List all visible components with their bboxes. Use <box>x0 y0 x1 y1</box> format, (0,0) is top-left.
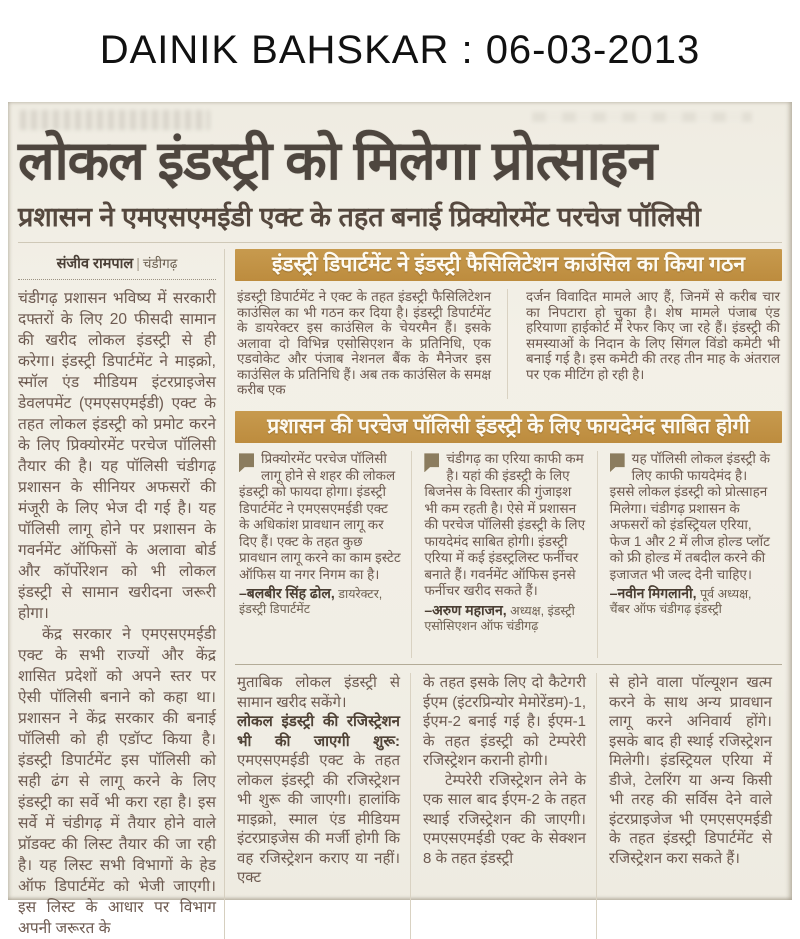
section1-column-1: इंडस्ट्री डिपार्टमेंट ने एक्ट के तहत इंडस्ट्री फैसिलिटेशन काउंसिल का भी गठन कर दिया है। इंडस्ट्री डिपार्टमेंट के डायरेक्टर इस काउंसिल के चेयरमैन हैं। इसके अलावा दो विभिन्न एसोसिएशन के प्रतिनिधि, एक एडवोकेट और पंजाब नेशनल बैंक के मैनेजर इस काउंसिल के प्रतिनिधि हैं। अब तक काउंसिल के समक्ष करीब एक <box>237 289 508 399</box>
section1-header: इंडस्ट्री डिपार्टमेंट ने इंडस्ट्री फैसिलिटेशन काउंसिल का किया गठन <box>235 249 782 281</box>
article-paragraph: के तहत इसके लिए दो कैटेगरी ईएम (इंटरप्रिन्योर मेमोरेंडम)-1, ईएम-2 बनाई गई है। ईएम-1 के तहत इंडस्ट्री को टेम्परेरी रजिस्ट्रेशन करानी होगी। <box>423 674 586 770</box>
subheadline: प्रशासन ने एमएसएमईडी एक्ट के तहत बनाई प्रिक्योरमेंट परचेज पॉलिसी <box>18 197 782 243</box>
quote-author-role: डायरेक्टर, इंडस्ट्री डिपार्टमेंट <box>239 587 383 617</box>
quote-text: चंडीगढ़ का एरिया काफी कम है। यहां की इंडस्ट्री के लिए बिजनेस के विस्तार की गुंजाइश भी कम रहती है। ऐसे में प्रशासन की परचेज पॉलिसी इंडस्ट्री के लिए फायदेमंद साबित होगी। इंडस्ट्री एरिया में कई इंडस्ट्रलिस्ट फर्नीचर बनाते हैं। गवर्नमेंट ऑफिस इनसे फर्नीचर खरीद सकते हैं। <box>424 451 586 599</box>
quote-2 <box>411 451 596 658</box>
quote-1 <box>235 451 411 658</box>
article-paragraph: टेम्परेरी रजिस्ट्रेशन लेने के एक साल बाद ईएम-2 के तहत स्थाई रजिस्ट्रेशन की जाएगी। एमएसएमईडी एक्ट के सेक्शन 8 के तहत इंडस्ट्री <box>423 771 586 867</box>
quote-author-role: अध्यक्ष, इंडस्ट्री एसोसिएशन ऑफ चंडीगढ़ <box>424 603 575 633</box>
section1-columns <box>235 281 782 409</box>
article-paragraph-1: चंडीगढ़ प्रशासन भविष्य में सरकारी दफ्तरों के लिए 20 फीसदी सामान की खरीद लोकल इंडस्ट्री से ही करेगा। इंडस्ट्री डिपार्टमेंट ने माइक्रो, स्मॉल एंड मीडियम इंटरप्राइजेस डेवलपमेंट (एमएसएमईडी) एक्ट के तहत लोकल इंडस्ट्री को प्रमोट करने के लिए प्रिक्योरमेंट परचेज पॉलिसी तैयार की है। यह पॉलिसी चंडीगढ़ प्रशासन के सीनियर अफसरों की मंजूरी के लिए भेज दी गई है। यह पॉलिसी लागू होने पर प्रशासन के गवर्नमेंट ऑफिसों के अलावा बोर्ड और कॉर्पोरेशन को भी लोकल इंडस्ट्री से सामान खरीदना जरूरी होगा। <box>18 290 216 623</box>
section2-header: प्रशासन की परचेज पॉलिसी इंडस्ट्री के लिए फायदेमंद साबित होगी <box>235 411 782 443</box>
run-in-body: एमएसएमईडी एक्ट के तहत लोकल इंडस्ट्री की रजिस्ट्रेशन भी शुरू की जाएगी। हालांकि माइक्रो, स्माल एंड मीडियम इंटरप्राइजेस की मर्जी होगी कि वह रजिस्ट्रेशन कराए या नहीं। एक्ट <box>237 752 400 887</box>
byline-author: संजीव रामपाल <box>56 256 134 273</box>
bottom-column-2 <box>410 673 596 939</box>
quote-attribution <box>239 586 401 617</box>
section1-column-2: दर्जन विवादित मामले आए हैं, जिनमें से करीब चार का निपटारा हो चुका है। शेष मामले पंजाब एंड हरियाणा हाईकोर्ट में रेफर किए जा रहे हैं। इंडस्ट्री की समस्याओं के निदान के लिए सिंगल विंडो कमेटी भी बनाई गई है। इस कमेटी की तरह तीन माह के अंतराल पर एक मीटिंग हो रही है। <box>526 289 780 382</box>
right-area <box>235 249 782 939</box>
byline-location: चंडीगढ़ <box>142 256 178 272</box>
quotes-row <box>235 443 782 665</box>
quote-text: प्रिक्योरमेंट परचेज पॉलिसी लागू होने से शहर की लोकल इंडस्ट्री को फायदा होगा। इंडस्ट्री डिपार्टमेंट ने एमएसएमईडी एक्ट के अधिकांश प्रावधान लागू कर दिए हैं। एक्ट के तहत कुछ प्रावधान लागू करने का काम इस्टेट ऑफिस या नगर निगम का है। <box>239 451 401 582</box>
headline: लोकल इंडस्ट्री को मिलेगा प्रोत्साहन <box>18 131 657 191</box>
torn-paper-fragment <box>20 110 210 130</box>
article-paragraph <box>237 712 400 888</box>
article-paragraph-2: केंद्र सरकार ने एमएसएमईडी एक्ट के सभी राज्यों और केंद्र शासित प्रदेशों को अपने स्तर पर ऐसी पॉलिसी बनाने को कहा था। प्रशासन ने केंद्र सरकार की बनाई पॉलिसी को ही एडॉप्ट किया है। इंडस्ट्री डिपार्टमेंट इस पॉलिसी को सही ढंग से लागू करने के लिए इंडस्ट्री का सर्वे भी करा रहा है। इस सर्वे में चंडीगढ़ में तैयार होने वाले प्रॉडक्ट की लिस्ट तैयार की जा रही है। यह लिस्ट सभी विभागों के हेड ऑफ डिपार्टमेंट को भेजी जाएगी। इस लिस्ट के आधार पर विभाग अपनी जरूरत के <box>18 626 216 938</box>
bottom-column-1 <box>235 673 410 939</box>
quote-text: यह पॉलिसी लोकल इंडस्ट्री के लिए काफी फायदेमंद है। इससे लोकल इंडस्ट्री को प्रोत्साहन मिलेगा। चंडीगढ़ प्रशासन के अफसरों को इंडस्ट्रियल एरिया, फेज 1 और 2 में लीज होल्ड प्लॉट को फ्री होल्ड में तबदील करने की इजाजत भी जल्द देनी चाहिए। <box>609 451 771 582</box>
bottom-columns <box>235 673 782 939</box>
scan-caption-text: DAINIK BAHSKAR : 06-03-2013 <box>99 27 701 72</box>
article-paragraph: से होने वाला पॉल्यूशन खत्म करने के साथ अन्य प्रावधान लागू करने अनिवार्य होंगे। इसके बाद ही स्थाई रजिस्ट्रेशन मिलेगी। इंडस्ट्रियल एरिया में डीजे, टेलरिंग या अन्य किसी भी तरह की सर्विस देने वाले इंटरप्राइजेज भी एमएसएमईडी के तहत इंडस्ट्री डिपार्टमेंट से रजिस्ट्रेशन करा सकते हैं। <box>609 674 772 867</box>
torn-paper-fragment-2 <box>532 112 752 122</box>
run-in-subhead: लोकल इंडस्ट्री की रजिस्ट्रेशन भी की जाएगी शुरू: <box>237 713 400 750</box>
article-paragraph: मुताबिक लोकल इंडस्ट्री से सामान खरीद सकेंगे। <box>237 674 400 711</box>
byline-separator: | <box>136 255 140 272</box>
quote-author-name: –अरुण महाजन, <box>424 601 507 618</box>
byline <box>18 249 216 280</box>
bottom-column-3 <box>596 673 782 939</box>
newspaper-clipping <box>8 102 792 938</box>
article-body <box>18 249 782 939</box>
quote-attribution <box>610 586 772 617</box>
quote-3 <box>597 451 782 658</box>
left-column <box>18 249 225 939</box>
quote-author-name: –बलबीर सिंह ढोल, <box>239 585 335 602</box>
quote-author-role: पूर्व अध्यक्ष, चैंबर ऑफ चंडीगढ़ इंडस्ट्री <box>609 587 752 617</box>
quote-author-name: –नवीन मिगलानी, <box>609 585 697 602</box>
scan-caption <box>0 0 800 100</box>
quote-attribution <box>424 603 586 634</box>
